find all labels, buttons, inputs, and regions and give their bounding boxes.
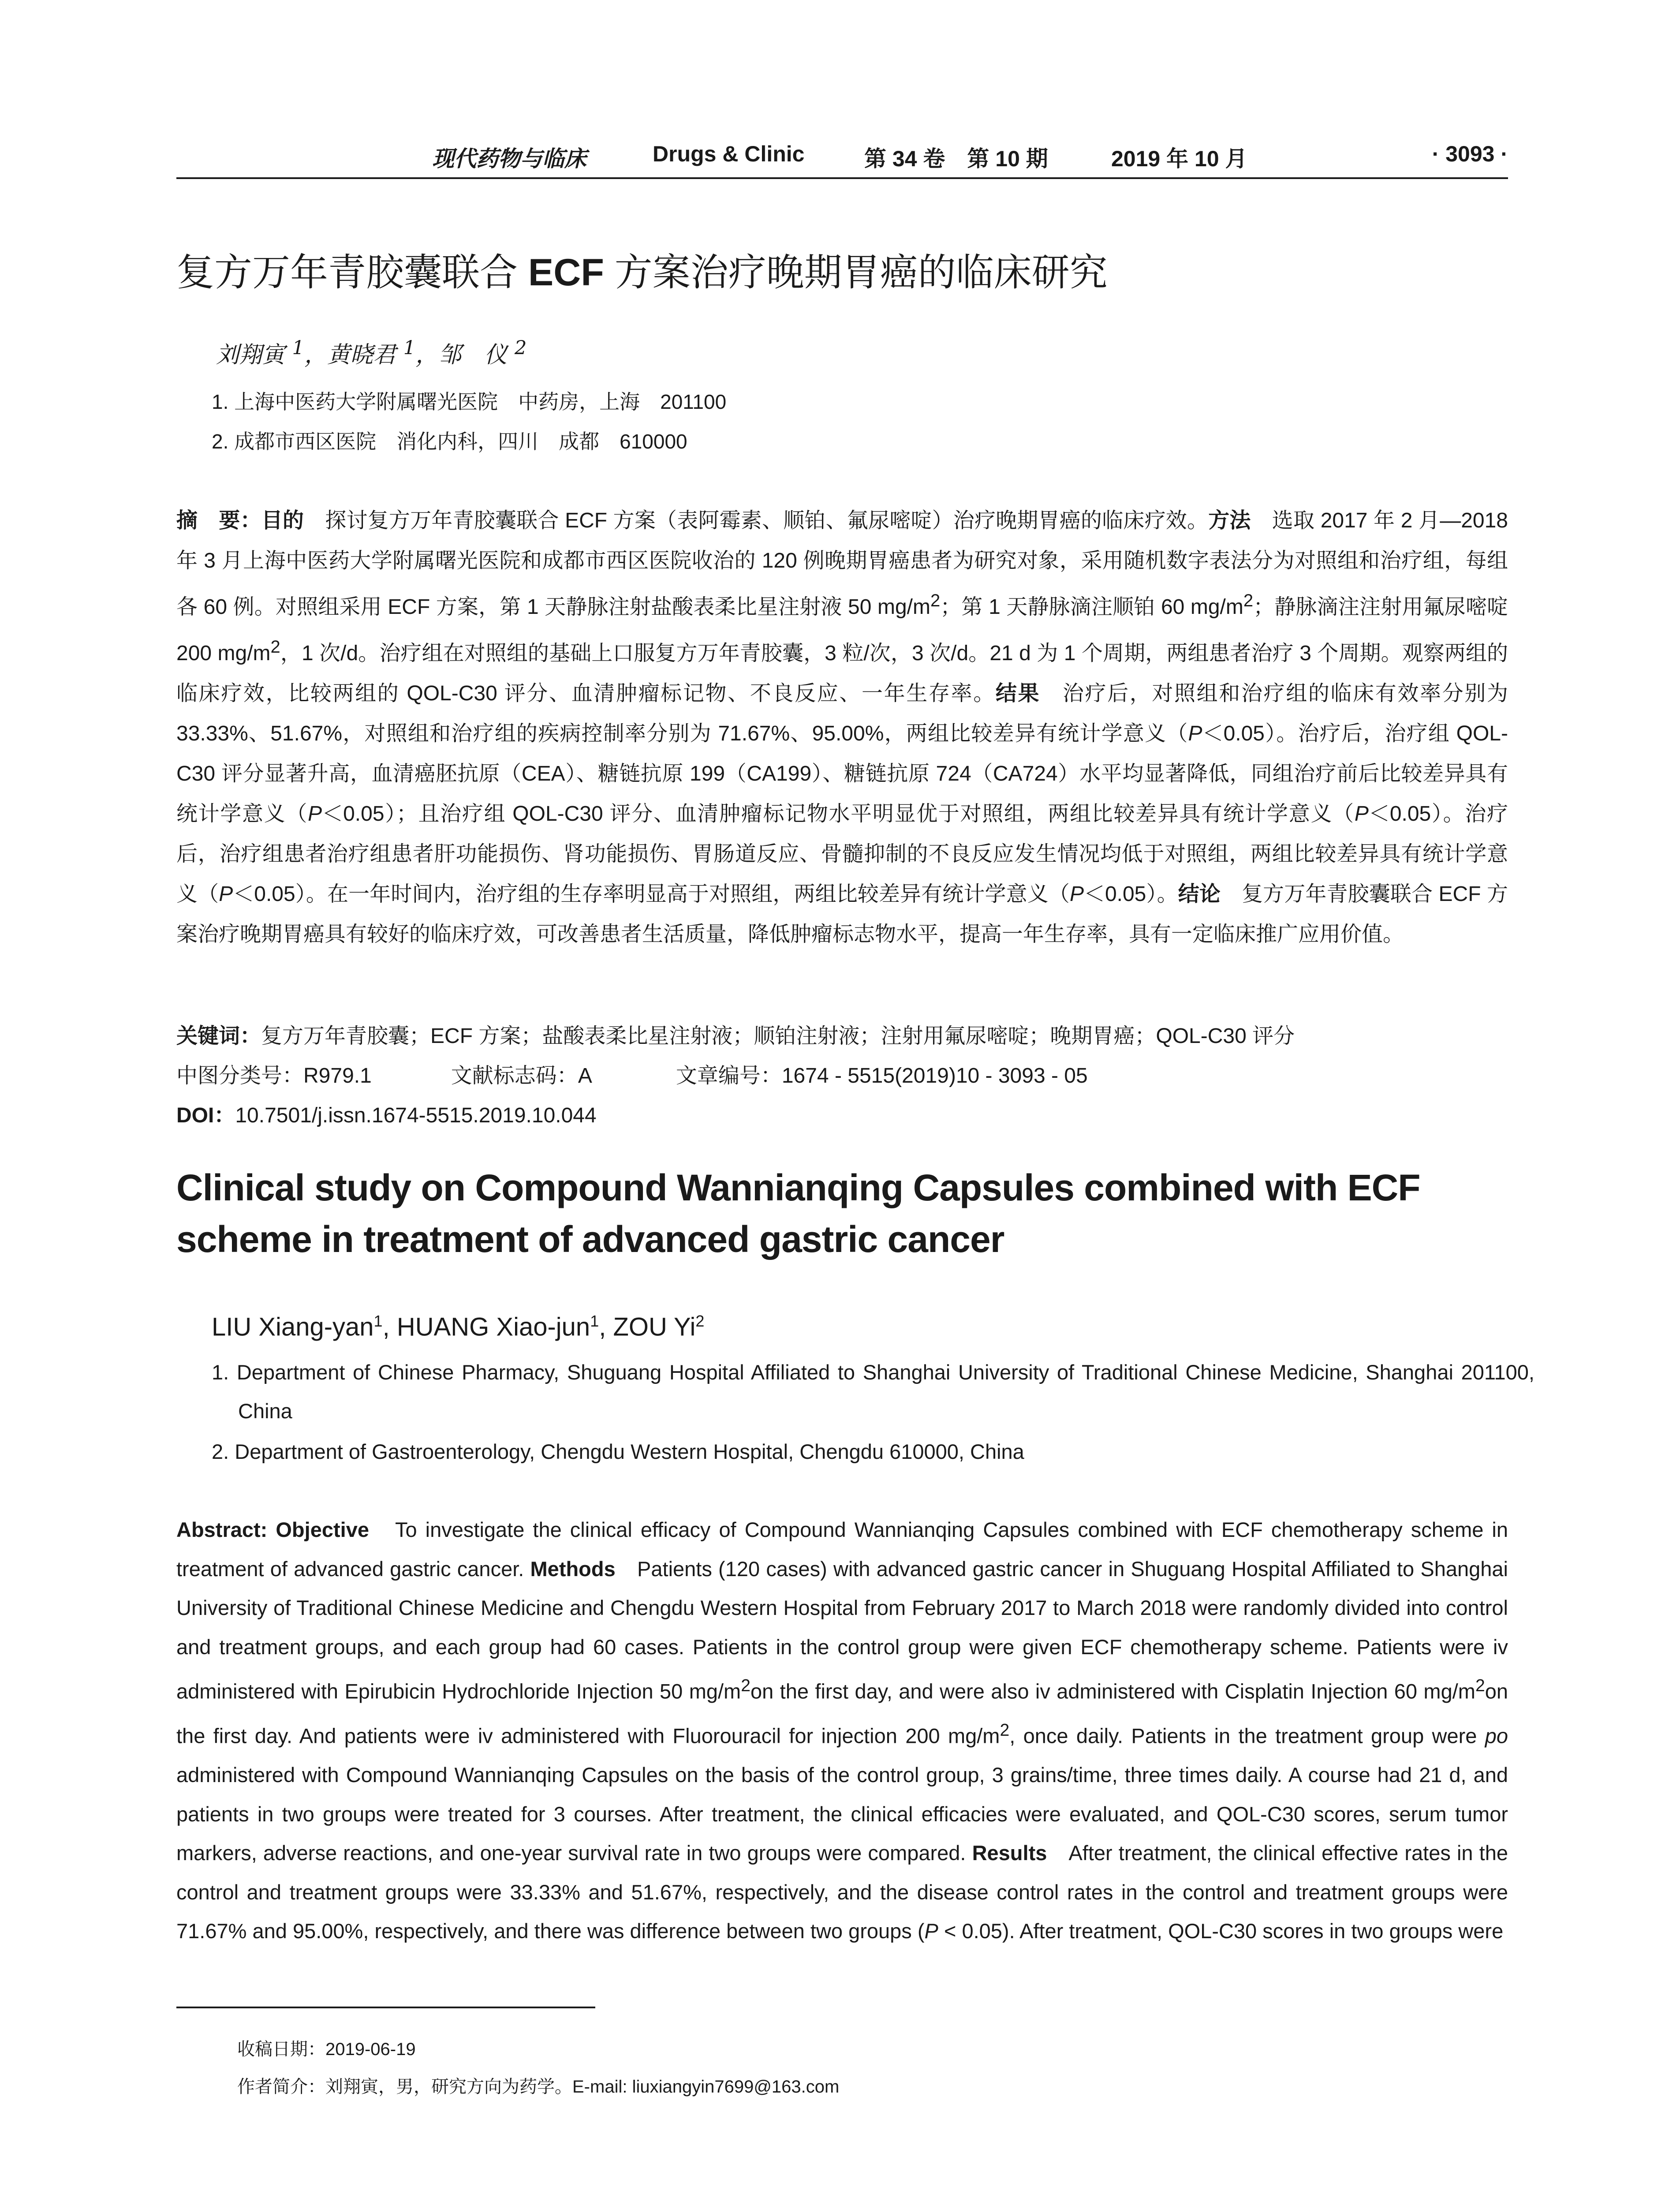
classification-line	[176, 1058, 1088, 1089]
results-label: Results	[972, 1841, 1047, 1865]
methods-text: ，1 次/d。治疗组在对照组的基础上口服复方万年青胶囊，3 粒/次，3 次/d。21 d 为 1 个周期，两组患者治疗 3 个周期。观察两组的临床疗效，比较两组的 QOL-C30 评分、血清肿瘤标记物、不良反应、一年生存率。	[176, 642, 1508, 705]
author-bio	[237, 2073, 839, 2098]
author-name: 邹 仪	[438, 342, 508, 368]
superscript: 2	[1000, 1721, 1010, 1740]
clc-value: R979.1	[303, 1064, 372, 1088]
affiliation-cn-1: 1. 上海中医药大学附属曙光医院 中药房，上海 201100	[212, 390, 727, 413]
article-number-label: 文章编号：	[676, 1064, 782, 1088]
methods-text: 选取 2017 年 2 月—2018 年 3 月上海中医药大学附属曙光医院和成都市西区医院收治的 120 例晚期胃癌患者为研究对象，采用随机数字表法分为对照组和治疗组，每组各 60 例。对照组采用 ECF 方案，第 1 天静脉注射盐酸表柔比星注射液 50 mg/m	[176, 509, 1508, 619]
header-rule	[176, 177, 1508, 179]
methods-text: on the first day, and were also iv administered with Cisplatin Injection 60 mg/m	[750, 1679, 1475, 1703]
objective-text: To investigate the clinical efficacy of Compound Wannianqing Capsules combined with ECF chemotherapy scheme in treatment of advanced gastric cancer.	[176, 1518, 1508, 1581]
author-affil-mark: 2	[695, 1312, 705, 1330]
abstract-cn-label: 摘 要：	[176, 509, 261, 532]
abstract-en	[176, 1510, 1508, 1951]
affiliation-en-2: 2. Department of Gastroenterology, Chengdu Western Hospital, Chengdu 610000, China	[212, 1440, 1024, 1463]
affiliation-en-1: 1. Department of Chinese Pharmacy, Shuguang Hospital Affiliated to Shanghai University of Traditional Chinese Medicine, Shanghai 201100, China	[212, 1360, 1534, 1423]
doc-code-value: A	[578, 1064, 592, 1088]
page-number: · 3093 ·	[1432, 142, 1508, 166]
title-cn-part: 复方万年青胶囊联合	[176, 251, 528, 294]
results-text: ＜0.05）。	[1083, 882, 1178, 906]
keywords-cn	[176, 1019, 1295, 1049]
title-cn-acronym: ECF	[528, 251, 604, 294]
doi-line	[176, 1098, 597, 1129]
author-bio-label: 作者简介：	[237, 2077, 325, 2097]
p-value-symbol: P	[1354, 802, 1369, 826]
journal-name-en: Drugs & Clinic	[653, 142, 805, 166]
methods-text: , once daily. Patients in the treatment group were	[1009, 1724, 1485, 1748]
received-date	[237, 2035, 416, 2060]
article-number-value: 1674 - 5515(2019)10 - 3093 - 05	[781, 1064, 1088, 1088]
doc-code-label: 文献标志码：	[451, 1064, 578, 1088]
methods-text: administered with Compound Wannianqing Capsules on the basis of the control group, 3 grains/time, three times daily. A course had 21 d, and patients in two groups were treated for 3 courses. After treatment, the clinical efficacies were evaluated, and QOL-C30 scores, serum tumor markers, adverse reactions, and one-year survival rate in two groups were compared.	[176, 1763, 1508, 1865]
clc-label: 中图分类号：	[176, 1064, 304, 1088]
p-value-symbol: P	[1069, 882, 1084, 906]
author-affil-mark: 1	[403, 337, 416, 359]
author-name: LIU Xiang-yan	[212, 1312, 374, 1342]
superscript: 2	[1475, 1676, 1485, 1695]
conclusion-label: 结论	[1178, 882, 1221, 906]
title-cn	[176, 242, 1108, 296]
title-cn-part: 方案治疗晚期胃癌的临床研究	[604, 251, 1108, 294]
objective-label: 目的	[261, 509, 304, 532]
superscript: 2	[930, 591, 941, 610]
methods-text: ；静脉滴注注射用氟尿嘧啶 200 mg/m	[176, 595, 1508, 665]
results-label: 结果	[995, 682, 1041, 705]
author-affil-mark: 1	[373, 1312, 383, 1330]
affiliation-cn-2: 2. 成都市西区医院 消化内科，四川 成都 610000	[212, 430, 687, 453]
methods-text: ；第 1 天静脉滴注顺铂 60 mg/m	[940, 595, 1243, 619]
author-name: 刘翔寅	[216, 342, 285, 368]
objective-label: Objective	[276, 1518, 369, 1541]
journal-name-cn: 现代药物与临床	[432, 146, 586, 172]
authors-cn: 刘翔寅 $^1$，黄晓君 $^1$，邹 仪 $^2$	[216, 337, 527, 368]
results-text: 治疗后，对照组和治疗组的临床有效率分别为 33.33%、51.67%，对照组和治疗组的疾病控制率分别为 71.67%、95.00%，两组比较差异有统计学意义（	[176, 682, 1508, 745]
results-text: ＜0.05）。治疗后，治疗组患者治疗组患者肝功能损伤、肾功能损伤、胃肠道反应、骨髓抑制的不良反应发生情况均低于对照组，两组比较差异具有统计学意义（	[176, 802, 1508, 906]
results-text: After treatment, the clinical effective rates in the control and treatment groups were 33.33% and 51.67%, respectively, and the disease control rates in the control and treatment groups were 71.67% and 95.00%, respectively, and there was difference between two groups (	[176, 1841, 1508, 1943]
volume-issue: 第 34 卷 第 10 期	[864, 146, 1048, 171]
objective-text: 探讨复方万年青胶囊联合 ECF 方案（表阿霉素、顺铂、氟尿嘧啶）治疗晚期胃癌的临床疗效。	[304, 509, 1209, 532]
p-value-symbol: P	[1188, 722, 1202, 745]
author-affil-mark: 1	[292, 337, 305, 359]
author-name: HUANG Xiao-jun	[396, 1312, 590, 1342]
p-value-symbol: P	[219, 882, 233, 906]
results-text: ＜0.05）。治疗后，治疗组 QOL-C30 评分显著升高，血清癌胚抗原（CEA）、糖链抗原 199（CA199）、糖链抗原 724（CA724）水平均显著降低，同组治疗前后比较差异具有统计学意义（	[176, 722, 1508, 826]
superscript: 2	[1243, 591, 1254, 610]
methods-label: Methods	[530, 1557, 616, 1581]
author-bio-text: 刘翔寅，男，研究方向为药学。E-mail: liuxiangyin7699@163.com	[325, 2077, 840, 2097]
abstract-cn	[176, 501, 1508, 954]
author-affil-mark: 2	[514, 337, 527, 359]
author-name: 黄晓君	[327, 342, 396, 368]
footnote-rule	[176, 2007, 595, 2008]
conclusion-text: 复方万年青胶囊联合 ECF 方案治疗晚期胃癌具有较好的临床疗效，可改善患者生活质量，降低肿瘤标志物水平，提高一年生存率，具有一定临床推广应用价值。	[176, 882, 1508, 946]
keywords-text: 复方万年青胶囊；ECF 方案；盐酸表柔比星注射液；顺铂注射液；注射用氟尿嘧啶；晚期胃癌；QOL-C30 评分	[261, 1024, 1295, 1048]
doi-label: DOI：	[176, 1104, 235, 1127]
keywords-label: 关键词：	[176, 1024, 261, 1048]
results-text: ＜0.05）。在一年时间内，治疗组的生存率明显高于对照组，两组比较差异有统计学意义（	[233, 882, 1070, 906]
methods-text: Patients (120 cases) with advanced gastric cancer in Shuguang Hospital Affiliated to Shanghai University of Traditional Chinese Medicine and Chengdu Western Hospital from February 2017 to March 2018 were randomly divided into control and treatment groups, and each group had 60 cases. Patients in the control group were given ECF chemotherapy scheme. Patients were iv administered with Epirubicin Hydrochloride Injection 50 mg/m	[176, 1557, 1508, 1703]
p-value-symbol: P	[308, 802, 322, 826]
author-affil-mark: 1	[590, 1312, 599, 1330]
methods-text: on the first day. And patients were iv administered with Fluorouracil for injection 200 mg/m	[176, 1679, 1508, 1748]
p-value-symbol: P	[924, 1919, 938, 1943]
author-name: ZOU Yi	[613, 1312, 696, 1342]
superscript: 2	[741, 1676, 750, 1695]
authors-en: LIU Xiang-yan$^1$, HUANG Xiao-jun$^1$, ZOU Yi$^2$	[212, 1312, 705, 1342]
superscript: 2	[270, 637, 280, 657]
issue-date: 2019 年 10 月	[1111, 146, 1247, 171]
doi-value: 10.7501/j.issn.1674-5515.2019.10.044	[235, 1104, 597, 1127]
results-text: < 0.05). After treatment, QOL-C30 scores in two groups were	[938, 1919, 1504, 1943]
route-abbrev: po	[1485, 1724, 1508, 1748]
methods-label: 方法	[1208, 509, 1251, 532]
running-header	[176, 141, 1508, 176]
title-en: Clinical study on Compound Wannianqing Capsules combined with ECF scheme in treatment of advanced gastric cancer	[176, 1167, 1420, 1260]
received-label: 收稿日期：	[237, 2040, 325, 2059]
received-value: 2019-06-19	[325, 2040, 416, 2059]
results-text: ＜0.05）；且治疗组 QOL-C30 评分、血清肿瘤标记物水平明显优于对照组，两组比较差异具有统计学意义（	[322, 802, 1355, 826]
abstract-en-label: Abstract:	[176, 1518, 276, 1541]
